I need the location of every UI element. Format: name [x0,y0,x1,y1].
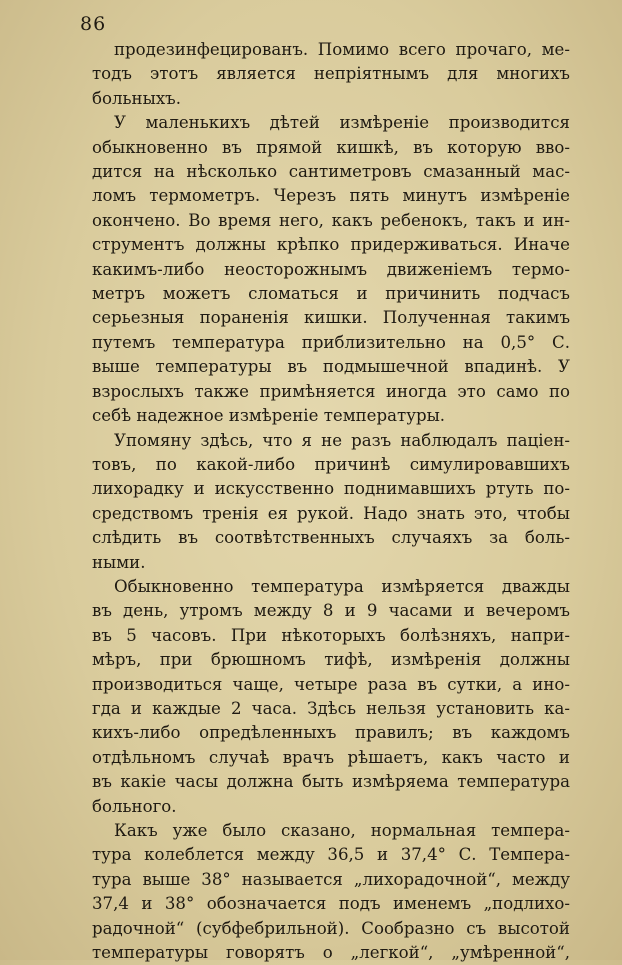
text-line: тодъ этотъ является непріятнымъ для многихъ [92,64,570,84]
text-line: метръ можетъ сломаться и причинить подчасъ [92,284,570,304]
page-number: 86 [80,13,107,35]
page-text-body [92,38,570,965]
text-line: въ 5 часовъ. При нѣкоторыхъ болѣзняхъ, напри- [92,625,570,645]
text-line: окончено. Во время него, какъ ребенокъ, такъ и ин- [92,210,570,230]
text-line: У маленькихъ дѣтей измѣреніе производится [114,113,570,133]
text-line: мѣръ, при брюшномъ тифѣ, измѣренія должны [92,650,570,670]
paragraph [92,429,570,575]
text-line: температуры говорятъ о „легкой“, „умѣренной“, [92,943,570,963]
text-line: производиться чаще, четыре раза въ сутки, а ино- [92,674,570,694]
paragraph [92,819,570,965]
text-line: тура выше 38° называется „лихорадочной“, между [92,869,570,889]
text-line: Упомяну здѣсь, что я не разъ наблюдалъ паціен- [114,430,570,450]
text-line: Обыкновенно температура измѣряется дважды [114,576,570,596]
text-line: выше температуры въ подмышечной впадинѣ. У [92,357,570,377]
text-line: дится на нѣсколько сантиметровъ смазанный мас- [92,162,570,182]
text-line: Какъ уже было сказано, нормальная темпера- [114,821,570,840]
text-line: въ день, утромъ между 8 и 9 часами и вечеромъ [92,601,570,621]
text-line: какимъ-либо неосторожнымъ движеніемъ термо- [92,259,570,279]
text-line: ломъ термометръ. Черезъ пять минутъ измѣреніе [92,186,570,206]
text-line: въ какіе часы должна быть измѣряема температура [92,772,570,792]
text-line: радочной“ (субфебрильной). Сообразно съ высотой [92,918,570,938]
text-line: взрослыхъ также примѣняется иногда это само по [92,381,570,401]
text-line: средствомъ тренія ея рукой. Надо знать это, чтобы [92,503,570,523]
paragraph [92,575,570,819]
text-line: себѣ надежное измѣреніе температуры. [92,406,446,426]
paragraph [92,111,570,428]
text-line: путемъ температура приблизительно на 0,5° С. [92,332,570,352]
text-line: слѣдить въ соотвѣтственныхъ случаяхъ за боль- [92,528,570,548]
text-line: обыкновенно въ прямой кишкѣ, въ которую вво- [92,137,570,157]
text-line: лихорадку и искусственно поднимавшихъ ртуть по- [92,479,570,499]
text-line: отдѣльномъ случаѣ врачъ рѣшаетъ, какъ часто и [92,747,570,767]
paragraph [92,38,570,111]
text-line: товъ, по какой-либо причинѣ симулировавшихъ [92,454,570,474]
text-line: тура колеблется между 36,5 и 37,4° С. Темпера- [92,845,570,865]
text-line: больныхъ. [92,88,182,108]
text-line: кихъ-либо опредѣленныхъ правилъ; въ каждомъ [92,723,570,743]
text-line: продезинфецированъ. Помимо всего прочаго, ме- [114,40,570,59]
text-line: серьезныя пораненія кишки. Полученная такимъ [92,308,570,328]
text-line: ными. [92,552,146,572]
text-line: струментъ должны крѣпко придерживаться. Иначе [92,235,570,255]
text-line: 37,4 и 38° обозначается подъ именемъ „подлихо- [92,894,570,914]
text-line: гда и каждые 2 часа. Здѣсь нельзя установить ка- [92,698,570,718]
text-line: больного. [92,796,177,816]
